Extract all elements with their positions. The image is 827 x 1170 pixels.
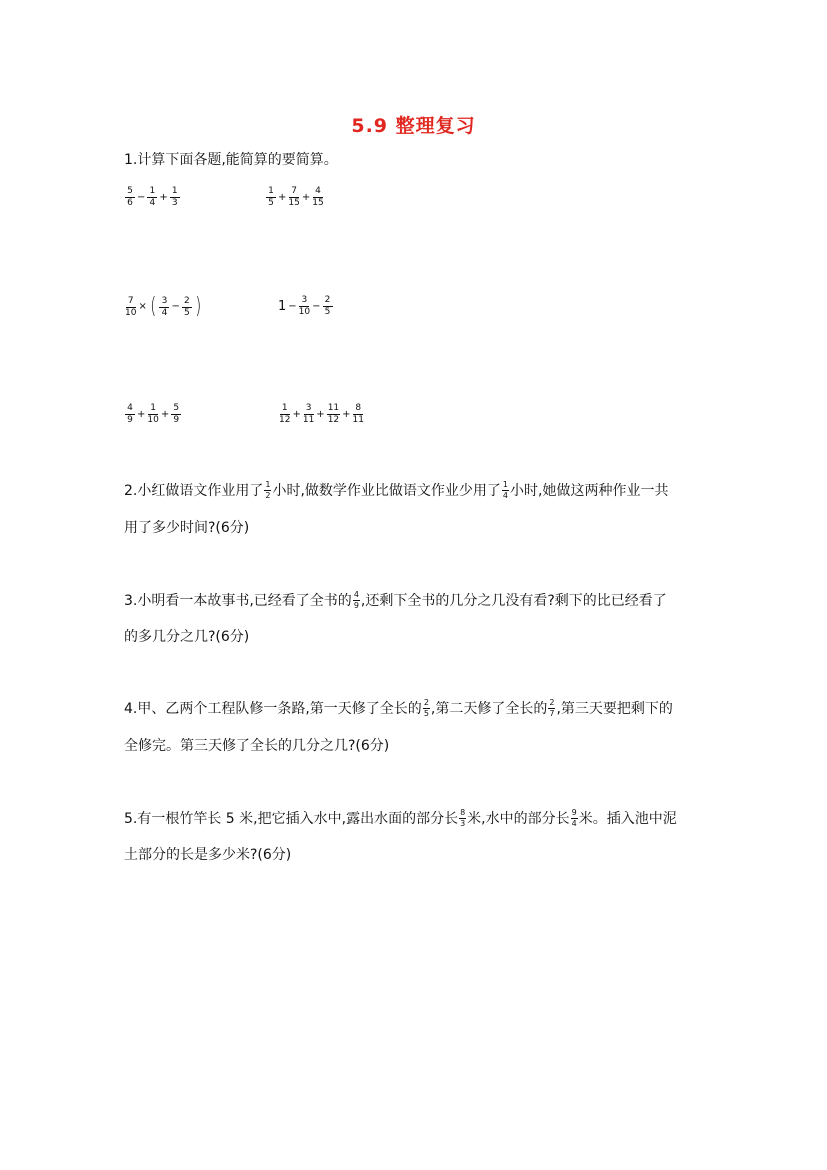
expression-4 [278,296,334,317]
operator: + [137,408,146,420]
fraction: $\frac{8}{3}$ [460,807,466,828]
operator: + [316,408,325,420]
question-2-line-1: 2.小红做语文作业用了 $\frac{1}{2}$ 小时,做数学作业比做语文作业少用了 $\frac{1}{4}$ 小时,她做这两种作业一共 [124,479,669,500]
question-1-text: 1.计算下面各题,能简算的要简算。 [124,152,338,168]
fraction: $\frac{1}{12}$ [279,403,291,425]
fraction: $\frac{2}{5}$ [323,296,333,317]
expression-3 [124,296,203,318]
fraction: $\frac{11}{12}$ [327,403,340,425]
fraction: $\frac{2}{7}$ [549,697,555,718]
fraction: $\frac{7}{15}$ [288,186,300,208]
right-paren: ) [195,294,202,319]
operator: × [138,301,147,312]
fraction: $\frac{1}{5}$ [266,187,276,208]
question-5-line-1: 5.有一根竹竿长 5 米,把它插入水中,露出水面的部分长 $\frac{8}{3}$ 米,水中的部分长 $\frac{9}{4}$ 米。插入池中泥 [124,807,677,828]
operator: + [301,191,311,203]
question-2-line-2: 用了多少时间?(6分) [124,520,250,536]
expression-1 [124,187,181,208]
fraction: $\frac{2}{5}$ [182,297,192,318]
fraction: $\frac{2}{5}$ [423,697,429,718]
question-3-line-2: 的多几分之几?(6分) [124,629,250,645]
question-5-line-2: 土部分的长是多少米?(6分) [124,847,292,863]
fraction: $\frac{5}{9}$ [171,404,181,425]
left-paren: ( [150,294,157,319]
whole-number: 1 [278,299,287,314]
fraction: $\frac{1}{10}$ [147,403,159,425]
fraction: $\frac{3}{4}$ [159,297,169,318]
fraction: $\frac{1}{2}$ [265,479,271,500]
fraction: $\frac{5}{6}$ [125,187,135,208]
operator: + [160,408,170,420]
fraction: $\frac{9}{4}$ [571,807,577,828]
question-4-line-2: 全修完。第三天修了全长的几分之几?(6分) [124,738,390,754]
expression-5 [124,404,182,425]
operator: − [312,300,321,312]
fraction: $\frac{4}{15}$ [312,186,324,208]
question-4-line-1: 4.甲、乙两个工程队修一条路,第一天修了全长的 $\frac{2}{5}$ ,第二天修了全长的 $\frac{2}{7}$ ,第三天要把剩下的 [124,697,673,718]
fraction: $\frac{1}{4}$ [147,187,157,208]
operator: + [159,191,168,203]
fraction: $\frac{7}{10}$ [125,295,137,318]
operator: + [292,408,301,420]
fraction: $\frac{4}{9}$ [125,404,135,425]
operator: − [288,300,297,312]
fraction: $\frac{3}{10}$ [298,295,311,317]
page-title: 5.9 整理复习 [351,115,476,137]
operator: − [137,191,146,203]
fraction: $\frac{3}{11}$ [302,403,315,425]
expression-6 [278,404,365,425]
fraction: $\frac{1}{3}$ [170,187,180,208]
fraction: $\frac{4}{9}$ [353,589,359,610]
fraction: $\frac{8}{11}$ [352,403,364,425]
operator: + [342,408,351,420]
expression-2 [265,187,325,208]
question-3-line-1: 3.小明看一本故事书,已经看了全书的 $\frac{4}{9}$ ,还剩下全书的几分之几没有看?剩下的比已经看了 [124,589,667,610]
operator: + [278,191,287,203]
operator: − [171,301,180,312]
fraction: $\frac{1}{4}$ [502,479,508,500]
